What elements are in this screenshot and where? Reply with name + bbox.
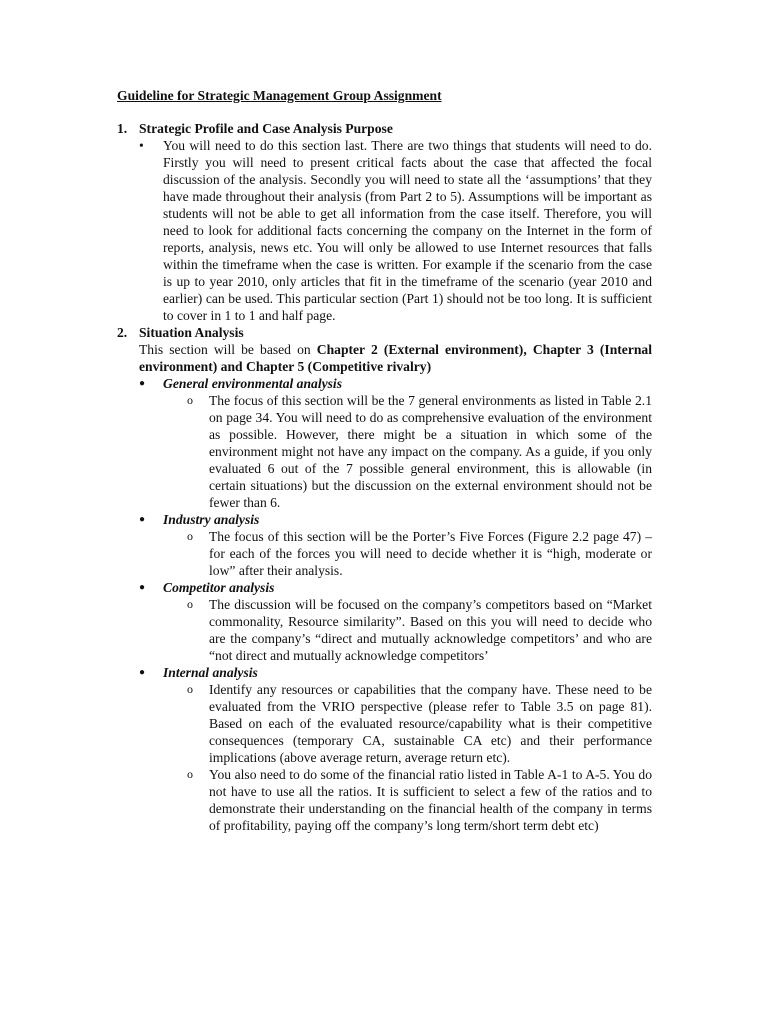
bullet-icon: ●: [139, 582, 146, 593]
subsection-internal-heading-row: [139, 664, 652, 681]
section-1-heading-row: [117, 120, 652, 137]
subsection-internal-item-2-text: You also need to do some of the financial ratio listed in Table A-1 to A-5. You do not have to use all the ratios. It is sufficient to select a few of the ratios and to demonstrate their understanding on the financial health of the company in terms of profitability, paying off the company’s long term/short term debt etc): [209, 767, 652, 833]
subsection-general-item: [187, 392, 652, 511]
subsection-industry-heading-row: [139, 511, 652, 528]
subsection-competitor-item-text: The discussion will be focused on the company’s competitors based on “Market commonality, Resource similarity”. Based on this you will need to decide who are the company’s “direct and mutually acknowledge competitors’ and who are “not direct and mutually acknowledge competitors’: [209, 597, 652, 663]
document-page: [117, 87, 652, 834]
section-1-number: 1.: [117, 121, 128, 136]
circle-bullet-icon: o: [187, 682, 193, 696]
subsection-competitor-heading: Competitor analysis: [163, 580, 275, 595]
subsection-industry-item: [187, 528, 652, 579]
subsection-competitor-item: [187, 596, 652, 664]
section-1-bullet: [139, 137, 652, 324]
subsection-general-heading: General environmental analysis: [163, 376, 342, 391]
section-1-bullet-text: You will need to do this section last. There are two things that students will need to do. Firstly you will need to present critical facts about the case that affected the focal discussion of the analysis. Secondly you will need to state all the ‘assumptions’ that they have made throughout their analysis (from Part 2 to 5). Assumptions will be important as students will not be able to get all information from the case itself. Therefore, you will need to look for additional facts concerning the company on the Internet in the form of reports, analysis, news etc. You will only be allowed to use Internet resources that falls within the timeframe when the case is written. For example if the scenario from the case is up to year 2010, only articles that fit in the timeframe of the scenario (year 2010 and earlier) can be used. This particular section (Part 1) should not be too long. It is sufficient to cover in 1 to 1 and half page.: [163, 138, 652, 323]
section-2-heading: Situation Analysis: [139, 325, 244, 340]
section-2-intro: [139, 341, 652, 375]
bullet-icon: ●: [139, 378, 146, 389]
subsection-industry-heading: Industry analysis: [163, 512, 260, 527]
circle-bullet-icon: o: [187, 529, 193, 543]
circle-bullet-icon: o: [187, 597, 193, 611]
subsection-general-heading-row: [139, 375, 652, 392]
subsection-industry-item-text: The focus of this section will be the Porter’s Five Forces (Figure 2.2 page 47) – for each of the forces you will need to decide whether it is “high, moderate or low” after their analysis.: [209, 529, 652, 578]
subsection-internal-item-1: [187, 681, 652, 766]
section-2-heading-row: [117, 324, 652, 341]
subsection-general-item-text: The focus of this section will be the 7 general environments as listed in Table 2.1 on page 34. You will need to do as comprehensive evaluation of the environment as possible. However, there might be a situation in which some of the environment might not have any impact on the company. As a guide, if you only evaluated 6 out of the 7 possible general environment, this is allowable (in certain situations) but the discussion on the external environment should not be fewer than 6.: [209, 393, 652, 510]
subsection-internal-item-2: [187, 766, 652, 834]
section-1-heading: Strategic Profile and Case Analysis Purpose: [139, 121, 393, 136]
bullet-icon: •: [139, 138, 144, 153]
section-2-intro-plain: This section will be based on: [139, 342, 317, 357]
subsection-internal-heading: Internal analysis: [163, 665, 258, 680]
circle-bullet-icon: o: [187, 393, 193, 407]
section-2-intro-bold: Chapter 2 (External environment), Chapter 3 (Internal environment) and Chapter 5 (Competitive rivalry): [139, 342, 652, 374]
document-title: Guideline for Strategic Management Group Assignment: [117, 88, 442, 103]
section-2-number: 2.: [117, 325, 128, 340]
bullet-icon: ●: [139, 667, 146, 678]
subsection-internal-item-1-text: Identify any resources or capabilities that the company have. These need to be evaluated from the VRIO perspective (please refer to Table 3.5 on page 81). Based on each of the evaluated resource/capability what is their competitive consequences (temporary CA, sustainable CA etc) and their performance implications (above average return, average return etc).: [209, 682, 652, 765]
bullet-icon: ●: [139, 514, 146, 525]
subsection-competitor-heading-row: [139, 579, 652, 596]
circle-bullet-icon: o: [187, 767, 193, 781]
